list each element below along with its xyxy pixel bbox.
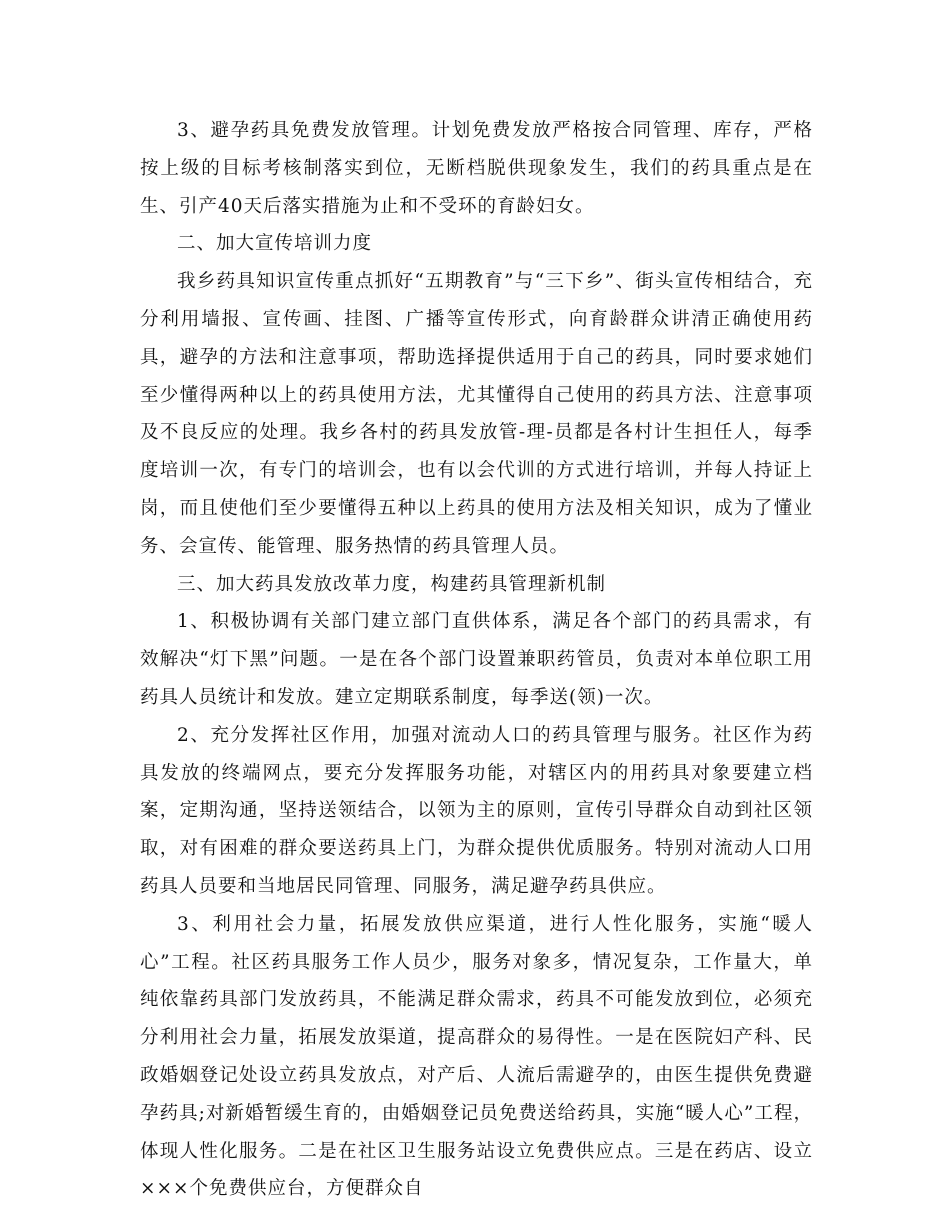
document-body (140, 112, 813, 1208)
paragraph-contraceptive-distribution: 3、避孕药具免费发放管理。计划免费发放严格按合同管理、库存，严格按上级的目标考核制落实到位，无断档脱供现象发生，我们的药具重点是在生、引产40天后落实措施为止和不受环的育龄妇女。 (140, 120, 813, 217)
paragraph-community-role: 2、充分发挥社区作用，加强对流动人口的药具管理与服务。社区作为药具发放的终端网点，要充分发挥服务功能，对辖区内的用药具对象要建立档案，定期沟通，坚持送领结合，以领为主的原则，宣传引导群众自动到社区领取，对有困难的群众要送药具上门，为群众提供优质服务。特别对流动人口用药具人员要和当地居民同管理、同服务，满足避孕药具供应。 (140, 724, 813, 897)
paragraph-social-forces: 3、利用社会力量，拓展发放供应渠道，进行人性化服务，实施“暖人心”工程。社区药具服务工作人员少，服务对象多，情况复杂，工作量大，单纯依靠药具部门发放药具，不能满足群众需求，药具不可能发放到位，必须充分利用社会力量，拓展发放渠道，提高群众的易得性。一是在医院妇产科、民政婚姻登记处设立药具发放点，对产后、人流后需避孕的，由医生提供免费避孕药具;对新婚暂缓生育的，由婚姻登记员免费送给药具，实施“暖人心”工程，体现人性化服务。二是在社区卫生服务站设立免费供应点。三是在药店、设立×××个免费供应台，方便群众自 (140, 913, 813, 1200)
section-heading-publicity-training: 二、加大宣传培训力度 (177, 233, 373, 255)
paragraph-direct-supply-system: 1、积极协调有关部门建立部门直供体系，满足各个部门的药具需求，有效解决“灯下黑”问题。一是在各个部门设置兼职药管员，负责对本单位职工用药具人员统计和发放。建立定期联系制度，每季送(领)一次。 (140, 611, 813, 708)
section-heading-reform-mechanism: 三、加大药具发放改革力度，构建药具管理新机制 (177, 573, 607, 595)
paragraph-publicity-training: 我乡药具知识宣传重点抓好“五期教育”与“三下乡”、街头宣传相结合，充分利用墙报、宣传画、挂图、广播等宣传形式，向育龄群众讲清正确使用药具，避孕的方法和注意事项，帮助选择提供适用于自己的药具，同时要求她们至少懂得两种以上的药具使用方法，尤其懂得自己使用的药具方法、注意事项及不良反应的处理。我乡各村的药具发放管-理-员都是各村计生担任人，每季度培训一次，有专门的培训会，也有以会代训的方式进行培训，并每人持证上岗，而且使他们至少要懂得五种以上药具的使用方法及相关知识，成为了懂业务、会宣传、能管理、服务热情的药具管理人员。 (140, 271, 813, 557)
